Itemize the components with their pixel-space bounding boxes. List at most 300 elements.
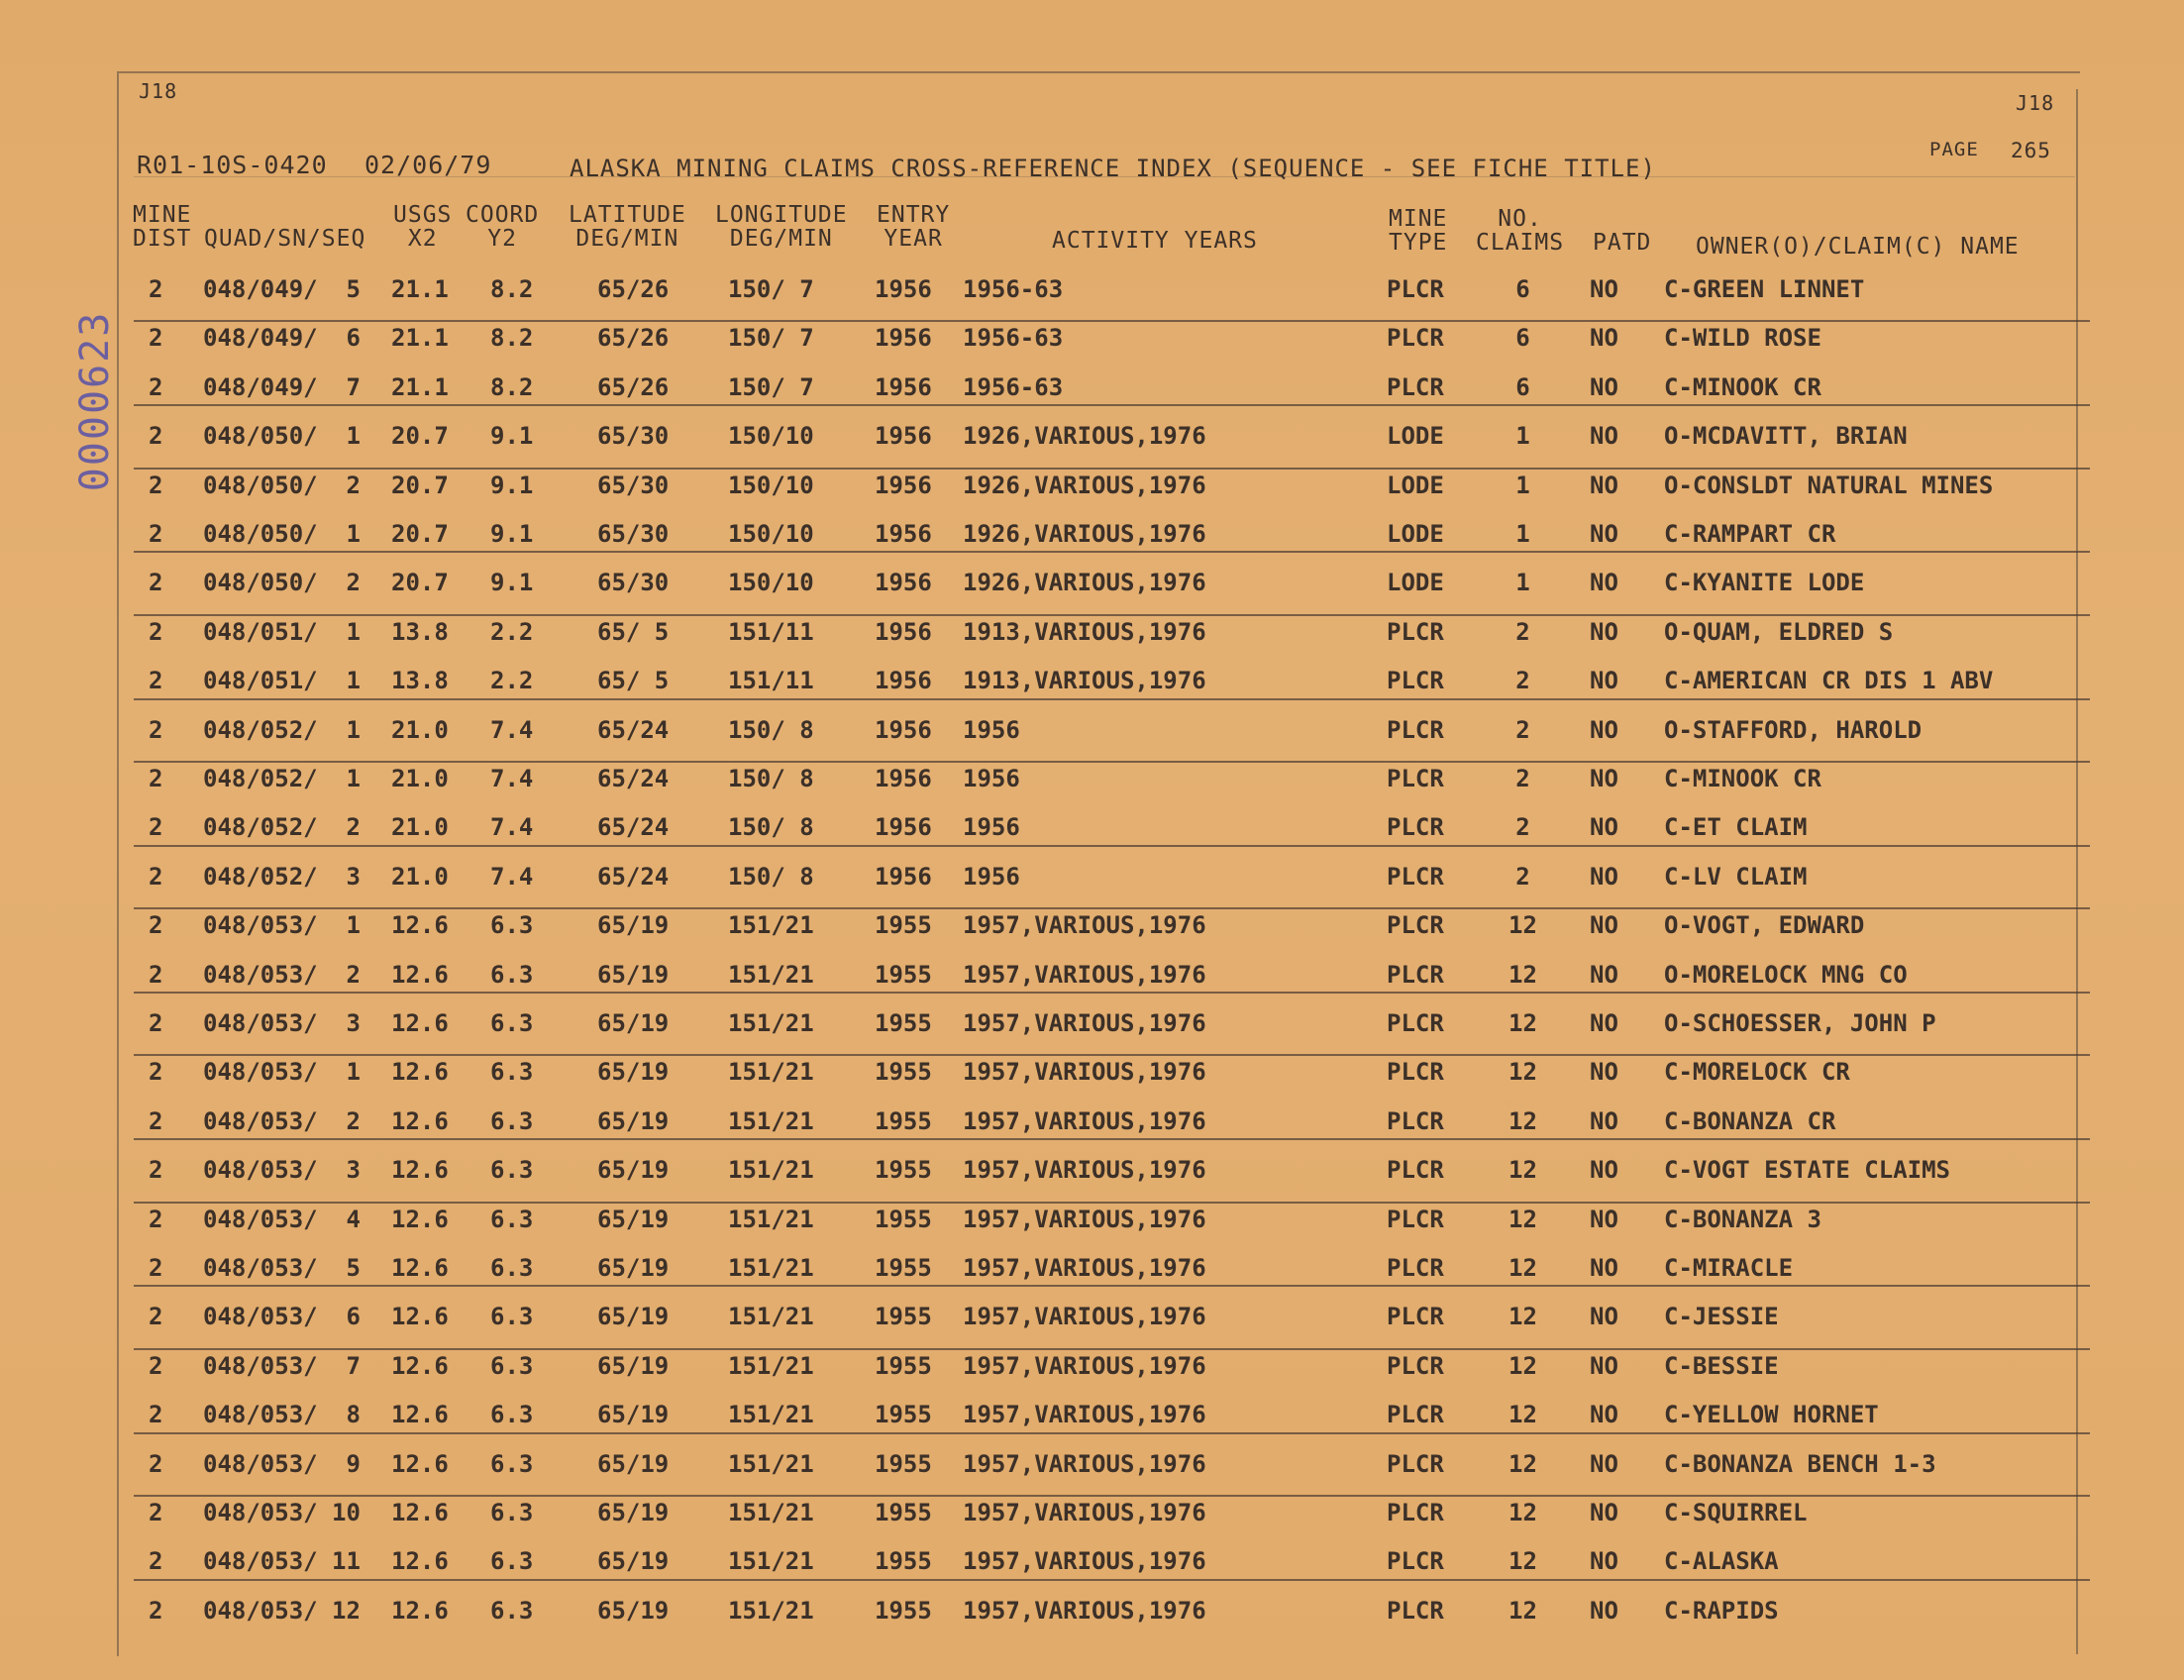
cell-pat: NO bbox=[1590, 275, 1618, 303]
cell-dist: 2 bbox=[149, 715, 163, 744]
cell-own: C-BESSIE bbox=[1664, 1351, 1779, 1380]
cell-y2: 6.3 bbox=[490, 1499, 534, 1526]
cell-lat: 65/24 bbox=[597, 715, 670, 744]
cell-act: 1956-63 bbox=[963, 275, 1064, 303]
table-row bbox=[0, 657, 2184, 705]
cell-own: C-JESSIE bbox=[1664, 1303, 1779, 1331]
cell-act: 1956 bbox=[963, 813, 1020, 842]
cell-quad: 048/053/ 3 bbox=[203, 1009, 361, 1037]
cell-lon: 151/21 bbox=[728, 1596, 814, 1625]
cell-lat: 65/24 bbox=[597, 765, 670, 792]
cell-own: O-SCHOESSER, JOHN P bbox=[1664, 1009, 1936, 1037]
cell-num: 12 bbox=[1508, 1205, 1537, 1233]
cell-y2: 2.2 bbox=[490, 617, 534, 646]
cell-dist: 2 bbox=[149, 520, 163, 548]
cell-quad: 048/053/ 9 bbox=[203, 1449, 361, 1478]
report-header bbox=[0, 0, 2184, 297]
cell-year: 1956 bbox=[875, 617, 932, 646]
cell-quad: 048/053/ 12 bbox=[203, 1596, 361, 1625]
cell-pat: NO bbox=[1590, 1499, 1618, 1526]
cell-lat: 65/19 bbox=[597, 1303, 670, 1331]
table-row bbox=[0, 1293, 2184, 1341]
cell-type: PLCR bbox=[1387, 372, 1444, 401]
cell-y2: 6.3 bbox=[490, 1205, 534, 1233]
cell-num: 12 bbox=[1508, 1303, 1537, 1331]
cell-act: 1957,VARIOUS,1976 bbox=[963, 911, 1206, 940]
cell-y2: 8.2 bbox=[490, 275, 534, 303]
cell-type: PLCR bbox=[1387, 813, 1444, 842]
cell-year: 1955 bbox=[875, 1596, 932, 1625]
cell-pat: NO bbox=[1590, 911, 1618, 940]
cell-quad: 048/053/ 1 bbox=[203, 1058, 361, 1087]
cell-type: PLCR bbox=[1387, 275, 1444, 303]
cell-act: 1956 bbox=[963, 765, 1020, 792]
cell-num: 6 bbox=[1515, 275, 1530, 303]
cell-type: LODE bbox=[1387, 471, 1444, 499]
cell-lon: 150/ 8 bbox=[728, 862, 814, 891]
cell-own: C-RAMPART CR bbox=[1664, 520, 1836, 548]
cell-dist: 2 bbox=[149, 667, 163, 695]
cell-year: 1955 bbox=[875, 911, 932, 940]
cell-dist: 2 bbox=[149, 471, 163, 499]
cell-x2: 20.7 bbox=[391, 471, 449, 499]
cell-own: C-BONANZA 3 bbox=[1664, 1205, 1821, 1233]
cell-lat: 65/19 bbox=[597, 1351, 670, 1380]
cell-x2: 21.0 bbox=[391, 765, 449, 792]
cell-lon: 150/10 bbox=[728, 471, 814, 499]
table-row bbox=[0, 1391, 2184, 1439]
cell-dist: 2 bbox=[149, 1106, 163, 1135]
cell-lat: 65/30 bbox=[597, 422, 670, 451]
cell-pat: NO bbox=[1590, 520, 1618, 548]
cell-type: PLCR bbox=[1387, 324, 1444, 353]
cell-type: PLCR bbox=[1387, 1254, 1444, 1282]
col-header-lon: LONGITUDE DEG/MIN bbox=[715, 202, 848, 252]
table-row bbox=[0, 314, 2184, 363]
cell-year: 1956 bbox=[875, 813, 932, 842]
cell-dist: 2 bbox=[149, 960, 163, 989]
col-header-claims: NO. CLAIMS bbox=[1476, 206, 1565, 256]
cell-year: 1956 bbox=[875, 862, 932, 891]
table-row bbox=[0, 1048, 2184, 1097]
cell-year: 1955 bbox=[875, 1058, 932, 1087]
cell-dist: 2 bbox=[149, 1401, 163, 1429]
cell-own: C-MINOOK CR bbox=[1664, 765, 1821, 792]
cell-pat: NO bbox=[1590, 372, 1618, 401]
corner-label-left: J18 bbox=[139, 79, 178, 103]
table-row bbox=[0, 901, 2184, 950]
cell-x2: 12.6 bbox=[391, 1449, 449, 1478]
cell-dist: 2 bbox=[149, 324, 163, 353]
cell-x2: 13.8 bbox=[391, 617, 449, 646]
cell-year: 1956 bbox=[875, 471, 932, 499]
report-title: ALASKA MINING CLAIMS CROSS-REFERENCE INDEX (SEQUENCE - SEE FICHE TITLE) bbox=[570, 155, 1656, 182]
cell-lat: 65/24 bbox=[597, 862, 670, 891]
cell-act: 1957,VARIOUS,1976 bbox=[963, 1401, 1206, 1429]
cell-lon: 151/21 bbox=[728, 960, 814, 989]
cell-pat: NO bbox=[1590, 1106, 1618, 1135]
table-row bbox=[0, 803, 2184, 852]
cell-type: PLCR bbox=[1387, 667, 1444, 695]
cell-pat: NO bbox=[1590, 1449, 1618, 1478]
table-row bbox=[0, 1098, 2184, 1146]
cell-year: 1955 bbox=[875, 1351, 932, 1380]
cell-quad: 048/053/ 2 bbox=[203, 1106, 361, 1135]
cell-act: 1956-63 bbox=[963, 324, 1064, 353]
cell-y2: 6.3 bbox=[490, 1254, 534, 1282]
cell-quad: 048/052/ 2 bbox=[203, 813, 361, 842]
cell-y2: 6.3 bbox=[490, 1449, 534, 1478]
table-row bbox=[0, 1196, 2184, 1244]
cell-own: C-RAPIDS bbox=[1664, 1596, 1779, 1625]
cell-type: PLCR bbox=[1387, 862, 1444, 891]
cell-act: 1956 bbox=[963, 715, 1020, 744]
cell-dist: 2 bbox=[149, 422, 163, 451]
cell-act: 1957,VARIOUS,1976 bbox=[963, 1303, 1206, 1331]
cell-type: PLCR bbox=[1387, 1009, 1444, 1037]
cell-dist: 2 bbox=[149, 1449, 163, 1478]
cell-year: 1955 bbox=[875, 960, 932, 989]
stamp-number: 0000623 bbox=[72, 310, 118, 492]
table-row bbox=[0, 265, 2184, 314]
cell-quad: 048/050/ 1 bbox=[203, 520, 361, 548]
cell-pat: NO bbox=[1590, 1547, 1618, 1576]
cell-x2: 21.1 bbox=[391, 372, 449, 401]
cell-pat: NO bbox=[1590, 1009, 1618, 1037]
table-row bbox=[0, 853, 2184, 901]
cell-lat: 65/19 bbox=[597, 1058, 670, 1087]
cell-num: 12 bbox=[1508, 1596, 1537, 1625]
cell-year: 1955 bbox=[875, 1156, 932, 1185]
cell-lon: 150/ 7 bbox=[728, 324, 814, 353]
cell-quad: 048/050/ 2 bbox=[203, 569, 361, 597]
cell-quad: 048/053/ 4 bbox=[203, 1205, 361, 1233]
cell-lat: 65/19 bbox=[597, 1254, 670, 1282]
cell-own: C-LV CLAIM bbox=[1664, 862, 1808, 891]
cell-quad: 048/050/ 1 bbox=[203, 422, 361, 451]
cell-x2: 21.0 bbox=[391, 715, 449, 744]
cell-type: PLCR bbox=[1387, 960, 1444, 989]
cell-lat: 65/30 bbox=[597, 520, 670, 548]
report-date: 02/06/79 bbox=[364, 151, 492, 179]
cell-lat: 65/19 bbox=[597, 1106, 670, 1135]
cell-dist: 2 bbox=[149, 1205, 163, 1233]
cell-lon: 151/21 bbox=[728, 1156, 814, 1185]
cell-x2: 12.6 bbox=[391, 960, 449, 989]
cell-year: 1955 bbox=[875, 1303, 932, 1331]
cell-pat: NO bbox=[1590, 617, 1618, 646]
cell-lon: 150/ 8 bbox=[728, 765, 814, 792]
cell-type: PLCR bbox=[1387, 1303, 1444, 1331]
cell-type: PLCR bbox=[1387, 1058, 1444, 1087]
cell-pat: NO bbox=[1590, 1058, 1618, 1087]
cell-quad: 048/052/ 1 bbox=[203, 765, 361, 792]
cell-year: 1956 bbox=[875, 520, 932, 548]
cell-dist: 2 bbox=[149, 765, 163, 792]
cell-num: 12 bbox=[1508, 1254, 1537, 1282]
cell-y2: 7.4 bbox=[490, 813, 534, 842]
cell-x2: 12.6 bbox=[391, 1401, 449, 1429]
col-header-activity: ACTIVITY YEARS bbox=[1052, 228, 1258, 254]
cell-act: 1957,VARIOUS,1976 bbox=[963, 960, 1206, 989]
cell-type: PLCR bbox=[1387, 1106, 1444, 1135]
cell-y2: 6.3 bbox=[490, 1401, 534, 1429]
cell-year: 1956 bbox=[875, 372, 932, 401]
cell-pat: NO bbox=[1590, 813, 1618, 842]
cell-quad: 048/053/ 6 bbox=[203, 1303, 361, 1331]
cell-dist: 2 bbox=[149, 1499, 163, 1526]
cell-dist: 2 bbox=[149, 1058, 163, 1087]
cell-y2: 6.3 bbox=[490, 1156, 534, 1185]
table-row bbox=[0, 1146, 2184, 1195]
cell-y2: 6.3 bbox=[490, 1058, 534, 1087]
cell-type: PLCR bbox=[1387, 1499, 1444, 1526]
cell-act: 1957,VARIOUS,1976 bbox=[963, 1449, 1206, 1478]
cell-type: PLCR bbox=[1387, 715, 1444, 744]
cell-pat: NO bbox=[1590, 1205, 1618, 1233]
cell-y2: 6.3 bbox=[490, 1547, 534, 1576]
cell-quad: 048/049/ 7 bbox=[203, 372, 361, 401]
cell-x2: 12.6 bbox=[391, 1106, 449, 1135]
cell-pat: NO bbox=[1590, 1303, 1618, 1331]
cell-year: 1956 bbox=[875, 765, 932, 792]
cell-lat: 65/19 bbox=[597, 960, 670, 989]
cell-own: C-ALASKA bbox=[1664, 1547, 1779, 1576]
cell-lat: 65/19 bbox=[597, 1499, 670, 1526]
cell-dist: 2 bbox=[149, 372, 163, 401]
cell-own: O-STAFFORD, HAROLD bbox=[1664, 715, 1923, 744]
cell-own: C-KYANITE LODE bbox=[1664, 569, 1865, 597]
cell-lon: 150/10 bbox=[728, 422, 814, 451]
cell-num: 12 bbox=[1508, 1156, 1537, 1185]
cell-lon: 151/21 bbox=[728, 1009, 814, 1037]
cell-dist: 2 bbox=[149, 1303, 163, 1331]
cell-y2: 6.3 bbox=[490, 1303, 534, 1331]
cell-num: 12 bbox=[1508, 1058, 1537, 1087]
cell-lon: 150/10 bbox=[728, 520, 814, 548]
cell-type: PLCR bbox=[1387, 1351, 1444, 1380]
cell-x2: 20.7 bbox=[391, 520, 449, 548]
cell-quad: 048/053/ 2 bbox=[203, 960, 361, 989]
col-header-type: MINE TYPE bbox=[1389, 206, 1448, 256]
cell-num: 12 bbox=[1508, 1009, 1537, 1037]
cell-type: PLCR bbox=[1387, 765, 1444, 792]
cell-dist: 2 bbox=[149, 569, 163, 597]
cell-own: O-CONSLDT NATURAL MINES bbox=[1664, 471, 1994, 499]
cell-x2: 12.6 bbox=[391, 1547, 449, 1576]
cell-num: 6 bbox=[1515, 372, 1530, 401]
cell-type: LODE bbox=[1387, 569, 1444, 597]
cell-dist: 2 bbox=[149, 1351, 163, 1380]
cell-lon: 150/ 7 bbox=[728, 275, 814, 303]
cell-num: 12 bbox=[1508, 911, 1537, 940]
cell-lon: 151/21 bbox=[728, 1254, 814, 1282]
table-row bbox=[0, 510, 2184, 559]
cell-num: 2 bbox=[1515, 667, 1530, 695]
cell-act: 1926,VARIOUS,1976 bbox=[963, 569, 1206, 597]
cell-y2: 9.1 bbox=[490, 471, 534, 499]
cell-year: 1956 bbox=[875, 324, 932, 353]
cell-x2: 12.6 bbox=[391, 1156, 449, 1185]
cell-type: PLCR bbox=[1387, 1449, 1444, 1478]
cell-act: 1926,VARIOUS,1976 bbox=[963, 422, 1206, 451]
table-row bbox=[0, 412, 2184, 461]
cell-quad: 048/049/ 6 bbox=[203, 324, 361, 353]
table-row bbox=[0, 364, 2184, 412]
cell-type: PLCR bbox=[1387, 1547, 1444, 1576]
cell-quad: 048/053/ 8 bbox=[203, 1401, 361, 1429]
cell-type: LODE bbox=[1387, 422, 1444, 451]
cell-act: 1957,VARIOUS,1976 bbox=[963, 1596, 1206, 1625]
cell-pat: NO bbox=[1590, 569, 1618, 597]
cell-own: O-VOGT, EDWARD bbox=[1664, 911, 1865, 940]
cell-act: 1957,VARIOUS,1976 bbox=[963, 1106, 1206, 1135]
cell-y2: 6.3 bbox=[490, 911, 534, 940]
cell-num: 2 bbox=[1515, 813, 1530, 842]
cell-lat: 65/19 bbox=[597, 1009, 670, 1037]
cell-type: PLCR bbox=[1387, 1401, 1444, 1429]
table-row bbox=[0, 755, 2184, 803]
cell-pat: NO bbox=[1590, 1351, 1618, 1380]
cell-x2: 12.6 bbox=[391, 1596, 449, 1625]
cell-x2: 12.6 bbox=[391, 911, 449, 940]
cell-own: O-MCDAVITT, BRIAN bbox=[1664, 422, 1908, 451]
cell-quad: 048/052/ 3 bbox=[203, 862, 361, 891]
cell-quad: 048/053/ 5 bbox=[203, 1254, 361, 1282]
cell-x2: 12.6 bbox=[391, 1499, 449, 1526]
report-id: R01-10S-0420 bbox=[137, 151, 328, 179]
cell-x2: 12.6 bbox=[391, 1058, 449, 1087]
col-header-quad: QUAD/SN/SEQ bbox=[204, 226, 366, 252]
cell-pat: NO bbox=[1590, 422, 1618, 451]
table-row bbox=[0, 1537, 2184, 1586]
table-row bbox=[0, 1440, 2184, 1489]
cell-lat: 65/24 bbox=[597, 813, 670, 842]
cell-year: 1956 bbox=[875, 667, 932, 695]
cell-num: 12 bbox=[1508, 1449, 1537, 1478]
cell-act: 1957,VARIOUS,1976 bbox=[963, 1499, 1206, 1526]
cell-pat: NO bbox=[1590, 1401, 1618, 1429]
cell-lon: 151/21 bbox=[728, 1499, 814, 1526]
cell-quad: 048/053/ 3 bbox=[203, 1156, 361, 1185]
cell-y2: 9.1 bbox=[490, 569, 534, 597]
cell-lon: 151/21 bbox=[728, 1058, 814, 1087]
cell-act: 1956 bbox=[963, 862, 1020, 891]
cell-quad: 048/049/ 5 bbox=[203, 275, 361, 303]
cell-own: C-MIRACLE bbox=[1664, 1254, 1794, 1282]
page-label: PAGE bbox=[1929, 139, 1979, 160]
cell-quad: 048/051/ 1 bbox=[203, 617, 361, 646]
cell-pat: NO bbox=[1590, 862, 1618, 891]
cell-num: 2 bbox=[1515, 765, 1530, 792]
cell-quad: 048/053/ 7 bbox=[203, 1351, 361, 1380]
cell-lon: 150/10 bbox=[728, 569, 814, 597]
cell-x2: 21.0 bbox=[391, 813, 449, 842]
cell-lon: 151/21 bbox=[728, 1449, 814, 1478]
cell-own: C-VOGT ESTATE CLAIMS bbox=[1664, 1156, 1950, 1185]
cell-num: 1 bbox=[1515, 471, 1530, 499]
cell-own: O-MORELOCK MNG CO bbox=[1664, 960, 1908, 989]
cell-own: C-GREEN LINNET bbox=[1664, 275, 1865, 303]
cell-year: 1955 bbox=[875, 1499, 932, 1526]
cell-own: C-SQUIRREL bbox=[1664, 1499, 1808, 1526]
cell-type: PLCR bbox=[1387, 1596, 1444, 1625]
cell-act: 1913,VARIOUS,1976 bbox=[963, 667, 1206, 695]
cell-lon: 151/21 bbox=[728, 1547, 814, 1576]
col-header-lat: LATITUDE DEG/MIN bbox=[569, 202, 686, 252]
col-header-owner: OWNER(O)/CLAIM(C) NAME bbox=[1696, 234, 2020, 260]
cell-x2: 12.6 bbox=[391, 1205, 449, 1233]
cell-lon: 150/ 8 bbox=[728, 813, 814, 842]
cell-num: 12 bbox=[1508, 1106, 1537, 1135]
cell-lat: 65/19 bbox=[597, 1547, 670, 1576]
cell-act: 1926,VARIOUS,1976 bbox=[963, 520, 1206, 548]
cell-x2: 12.6 bbox=[391, 1351, 449, 1380]
table-row bbox=[0, 559, 2184, 607]
col-header-y2: COORD Y2 bbox=[466, 202, 540, 252]
cell-lon: 151/21 bbox=[728, 1303, 814, 1331]
cell-lon: 151/21 bbox=[728, 911, 814, 940]
cell-lat: 65/19 bbox=[597, 911, 670, 940]
cell-lon: 151/21 bbox=[728, 1401, 814, 1429]
cell-x2: 13.8 bbox=[391, 667, 449, 695]
cell-y2: 6.3 bbox=[490, 1009, 534, 1037]
cell-quad: 048/052/ 1 bbox=[203, 715, 361, 744]
cell-pat: NO bbox=[1590, 667, 1618, 695]
cell-act: 1913,VARIOUS,1976 bbox=[963, 617, 1206, 646]
cell-dist: 2 bbox=[149, 911, 163, 940]
cell-lon: 150/ 7 bbox=[728, 372, 814, 401]
cell-act: 1957,VARIOUS,1976 bbox=[963, 1205, 1206, 1233]
cell-x2: 21.1 bbox=[391, 324, 449, 353]
cell-year: 1956 bbox=[875, 422, 932, 451]
cell-year: 1955 bbox=[875, 1449, 932, 1478]
table-row bbox=[0, 1342, 2184, 1391]
cell-act: 1926,VARIOUS,1976 bbox=[963, 471, 1206, 499]
cell-x2: 21.1 bbox=[391, 275, 449, 303]
cell-own: C-BONANZA BENCH 1-3 bbox=[1664, 1449, 1936, 1478]
cell-year: 1955 bbox=[875, 1205, 932, 1233]
cell-own: C-BONANZA CR bbox=[1664, 1106, 1836, 1135]
cell-dist: 2 bbox=[149, 1156, 163, 1185]
cell-y2: 7.4 bbox=[490, 862, 534, 891]
cell-quad: 048/051/ 1 bbox=[203, 667, 361, 695]
cell-type: PLCR bbox=[1387, 911, 1444, 940]
cell-pat: NO bbox=[1590, 1596, 1618, 1625]
cell-lon: 151/21 bbox=[728, 1106, 814, 1135]
cell-y2: 2.2 bbox=[490, 667, 534, 695]
cell-y2: 9.1 bbox=[490, 422, 534, 451]
table-row bbox=[0, 1244, 2184, 1293]
cell-x2: 20.7 bbox=[391, 422, 449, 451]
cell-y2: 6.3 bbox=[490, 1351, 534, 1380]
cell-dist: 2 bbox=[149, 813, 163, 842]
table-row bbox=[0, 1489, 2184, 1537]
cell-num: 12 bbox=[1508, 1547, 1537, 1576]
cell-dist: 2 bbox=[149, 1254, 163, 1282]
cell-y2: 7.4 bbox=[490, 765, 534, 792]
cell-y2: 9.1 bbox=[490, 520, 534, 548]
cell-pat: NO bbox=[1590, 1254, 1618, 1282]
cell-type: LODE bbox=[1387, 520, 1444, 548]
cell-num: 12 bbox=[1508, 1499, 1537, 1526]
cell-year: 1956 bbox=[875, 715, 932, 744]
cell-type: PLCR bbox=[1387, 1156, 1444, 1185]
cell-lat: 65/30 bbox=[597, 471, 670, 499]
cell-dist: 2 bbox=[149, 1009, 163, 1037]
cell-lat: 65/19 bbox=[597, 1596, 670, 1625]
cell-own: C-ET CLAIM bbox=[1664, 813, 1808, 842]
